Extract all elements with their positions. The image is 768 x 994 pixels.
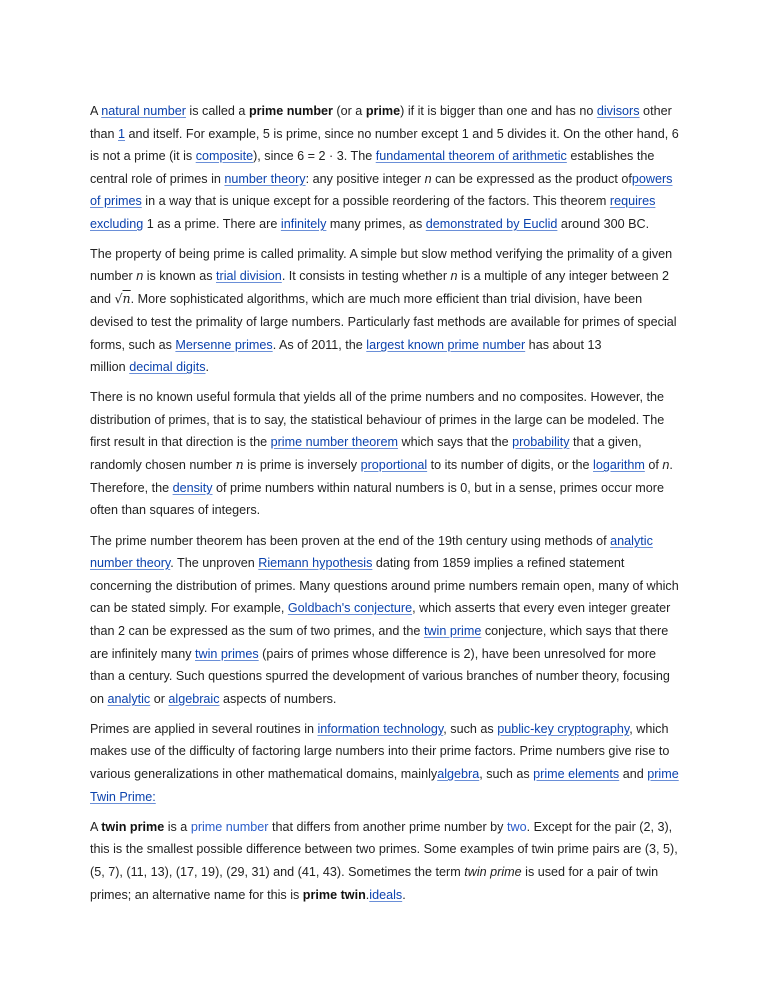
link-divisors[interactable]: divisors [596,104,640,118]
link-ideals[interactable]: ideals [369,888,403,902]
link-probability[interactable]: probability [512,435,570,449]
link-composite[interactable]: composite [195,149,254,163]
text-line: There is no known useful formula that yields all of the prime numbers and no composites. However, the [90,390,665,404]
link-two[interactable]: two [506,820,527,834]
text-line: number theory. The unproven Riemann hypothesis dating from 1859 implies a refined statement [90,556,625,570]
text-line: (5, 7), (11, 13), (17, 19), (29, 31) and (41, 43). Sometimes the term twin prime is used for a pair of twin [90,865,659,879]
link-proportional[interactable]: proportional [360,458,428,472]
link-powers-of-primes[interactable]: of primes [90,194,142,208]
text-line: randomly chosen number n is prime is inversely proportional to its number of digits, or the logarithm of n. [90,457,673,472]
link-demonstrated-by-euclid[interactable]: demonstrated by Euclid [425,217,558,231]
text-line: this is the smallest possible difference between two primes. Some examples of twin prime pairs are (3, 5), [90,842,678,856]
link-density[interactable]: density [172,481,213,495]
link-prime-number-theorem[interactable]: prime number theorem [270,435,398,449]
text-line: A natural number is called a prime number (or a prime) if it is bigger than one and has no divisors other [90,104,672,118]
term-prime-twin: prime twin [302,888,366,902]
link-analytic-number-theory[interactable]: analytic [610,534,653,548]
text-line: various generalizations in other mathematical domains, mainlyalgebra, such as prime elements and prime [90,767,679,781]
link-prime-ideals[interactable]: prime [647,767,679,781]
text-line: than 1 and itself. For example, 5 is prime, since no number except 1 and 5 divides it. On the other hand, 6 [90,127,679,141]
text-line: and √n. More sophisticated algorithms, which are much more efficient than trial division, have been [90,291,643,306]
text-line: number n is known as trial division. It consists in testing whether n is a multiple of any integer between 2 [90,269,669,283]
link-algebraic[interactable]: algebraic [168,692,220,706]
text-line: distribution of primes, that is to say, the statistical behaviour of primes in the large can be modeled. The [90,413,665,427]
text-line: excluding 1 as a prime. There are infinitely many primes, as demonstrated by Euclid around 300 BC. [90,217,650,231]
link-twin-primes[interactable]: twin primes [195,647,259,661]
link-fundamental-theorem-of-arithmetic[interactable]: fundamental theorem of arithmetic [375,149,567,163]
text-line: of primes in a way that is unique except for a possible reordering of the factors. This theorem requires [90,194,656,208]
term-twin-prime: twin prime [101,820,165,834]
link-decimal-digits[interactable]: decimal digits [129,360,206,374]
link-public-key-cryptography[interactable]: public-key cryptography [497,722,630,736]
text-line: can be stated simply. For example, Goldbach's conjecture, which asserts that every even integer greater [90,601,671,615]
text-line: makes use of the difficulty of factoring large numbers into their prime factors. Prime numbers give rise to [90,744,670,758]
link-analytic[interactable]: analytic [107,692,151,706]
text-line: first result in that direction is the prime number theorem which says that the probability that a given, [90,435,642,449]
link-powers-of-primes[interactable]: powers [631,172,673,186]
sqrt-symbol: √ [114,291,123,306]
link-one[interactable]: 1 [118,127,126,141]
text-line: forms, such as Mersenne primes. As of 2011, the largest known prime number has about 13 [90,338,602,352]
text-line: million decimal digits. [90,360,209,374]
link-analytic-number-theory[interactable]: number theory [90,556,171,570]
text-line: central role of primes in number theory: any positive integer n can be expressed as the product ofpowers [90,172,673,186]
term-prime: prime [365,104,401,118]
text-line: concerning the distribution of primes. Many questions around prime numbers remain open, many of which [90,579,679,593]
text-line: is not a prime (it is composite), since 6 = 2 · 3. The fundamental theorem of arithmetic establishes the [90,149,655,163]
text-line: than a century. Such questions spurred the development of various branches of number theory, focusing [90,669,670,683]
link-trial-division[interactable]: trial division [216,269,282,283]
text-line: are infinitely many twin primes (pairs of primes whose difference is 2), have been unresolved for more [90,647,657,661]
text-line: The property of being prime is called primality. A simple but slow method verifying the primality of a given [90,247,673,261]
link-prime-elements[interactable]: prime elements [533,767,620,781]
text-line: on analytic or algebraic aspects of numbers. [90,692,337,706]
link-algebra[interactable]: algebra [437,767,480,781]
text-line: A twin prime is a prime number that differs from another prime number by two. Except for the pair (2, 3), [90,820,673,834]
text-line: devised to test the primality of large numbers. Particularly fast methods are available for primes of special [90,315,677,329]
link-infinitely[interactable]: infinitely [280,217,327,231]
link-goldbachs-conjecture[interactable]: Goldbach's conjecture [287,601,413,615]
text-line: Primes are applied in several routines in information technology, such as public-key cryptography, which [90,722,669,736]
text-line [90,789,156,805]
link-information-technology[interactable]: information technology [317,722,444,736]
text-line: than 2 can be expressed as the sum of two primes, and the twin prime conjecture, which says that there [90,624,669,638]
text-line: The prime number theorem has been proven at the end of the 19th century using methods of analytic [90,534,653,548]
text-line: often than squares of integers. [90,503,261,517]
link-natural-number[interactable]: natural number [101,104,186,118]
link-mersenne-primes[interactable]: Mersenne primes [175,338,273,352]
link-requires-excluding[interactable]: excluding [90,217,144,231]
link-prime-number[interactable]: prime number [190,820,269,834]
term-prime-number: prime number [248,104,333,118]
text-line: primes; an alternative name for this is prime twin.ideals. [90,888,406,902]
link-logarithm[interactable]: logarithm [593,458,645,472]
link-riemann-hypothesis[interactable]: Riemann hypothesis [258,556,373,570]
link-largest-known-prime-number[interactable]: largest known prime number [366,338,526,352]
text-line: Therefore, the density of prime numbers within natural numbers is 0, but in a sense, primes occur more [90,481,664,495]
link-twin-prime[interactable]: twin prime [423,624,482,638]
link-number-theory[interactable]: number theory [224,172,306,186]
link-requires-excluding[interactable]: requires [609,194,656,208]
link-twin-prime-heading[interactable]: Twin Prime: [90,790,156,804]
